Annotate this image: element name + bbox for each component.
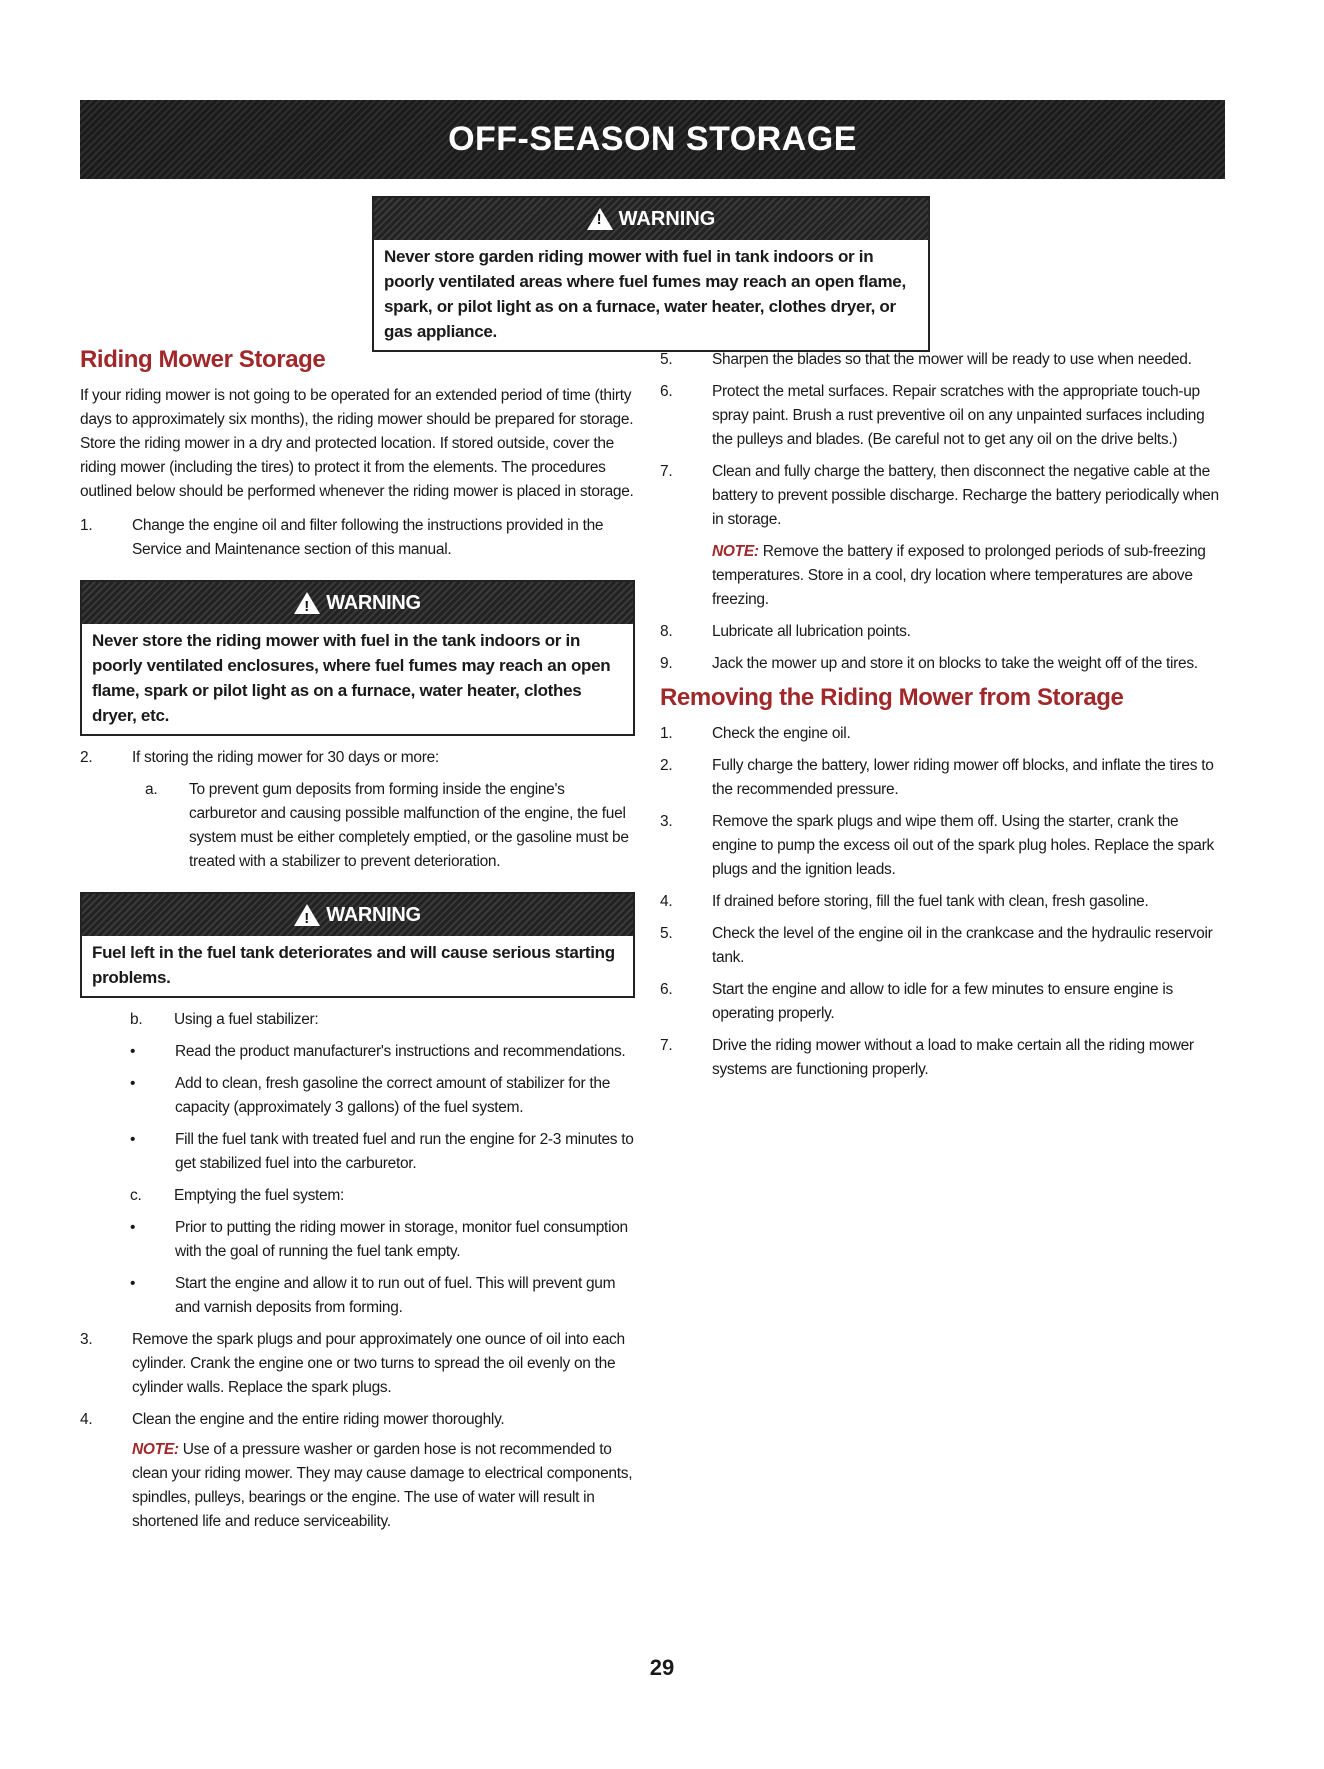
list-item: 7. Drive the riding mower without a load to make certain all the riding mower systems are functioning properly. xyxy=(660,1037,1194,1078)
warning-text: Fuel left in the fuel tank deteriorates and will cause serious starting problems. xyxy=(92,943,615,987)
bullet-icon: • xyxy=(130,1043,136,1060)
warning-header xyxy=(374,198,928,240)
right-column xyxy=(660,348,1220,1090)
list-item: 3. Remove the spark plugs and wipe them off. Using the starter, crank the engine to pump the excess oil out of the spark plug holes. Replace the spark plugs and the ignition leads. xyxy=(660,813,1214,878)
list-item: 1. Check the engine oil. xyxy=(660,725,851,742)
sub-list-item: a. To prevent gum deposits from forming inside the engine's carburetor and causing possible malfunction of the engine, the fuel system must be either completely emptied, or the gasoline must be treated with a stabilizer to prevent deterioration. xyxy=(145,781,629,870)
sub-list-item: c. Emptying the fuel system: xyxy=(130,1187,344,1204)
section-banner xyxy=(80,100,1225,179)
section-heading-removing: Removing the Riding Mower from Storage xyxy=(660,684,1124,711)
warning-triangle-icon xyxy=(587,208,613,230)
list-item: 2. If storing the riding mower for 30 days or more: xyxy=(80,749,439,766)
bullet-icon: • xyxy=(130,1219,136,1236)
list-item: 5. Check the level of the engine oil in the crankcase and the hydraulic reservoir tank. xyxy=(660,925,1213,966)
bullet-icon: • xyxy=(130,1075,136,1092)
warning-box-top xyxy=(372,196,930,352)
list-item: 2. Fully charge the battery, lower riding mower off blocks, and inflate the tires to the recommended pressure. xyxy=(660,757,1214,798)
bullet-icon: • xyxy=(130,1275,136,1292)
left-column xyxy=(80,348,635,1542)
bullet-item: • Prior to putting the riding mower in storage, monitor fuel consumption with the goal of running the fuel tank empty. xyxy=(130,1216,635,1264)
note-paragraph: NOTE: Remove the battery if exposed to prolonged periods of sub-freezing temperatures. Store in a cool, dry location where temperatures are above freezing. xyxy=(712,543,1206,608)
removal-steps-list xyxy=(660,722,1220,1082)
warning-header xyxy=(82,582,633,624)
warning-triangle-icon xyxy=(294,904,320,926)
section-heading-storage: Riding Mower Storage xyxy=(80,346,326,373)
warning-box-fuel-deteriorates xyxy=(80,892,635,998)
warning-text: Never store garden riding mower with fuel in tank indoors or in poorly ventilated areas where fuel fumes may reach an open flame, spark, or pilot light as on a furnace, water heater, clothes dryer, or gas appliance. xyxy=(384,247,906,341)
bullet-item: • Fill the fuel tank with treated fuel and run the engine for 2-3 minutes to get stabilized fuel into the carburetor. xyxy=(130,1128,635,1176)
note-paragraph: NOTE: Use of a pressure washer or garden hose is not recommended to clean your riding mower. They may cause damage to electrical components, spindles, pulleys, bearings or the engine. The use of water will result in shortened life and reduce serviceability. xyxy=(132,1441,633,1530)
page-number: 29 xyxy=(649,1655,675,1680)
sub-list-item: b. Using a fuel stabilizer: xyxy=(130,1011,319,1028)
warning-header xyxy=(82,894,633,936)
warning-box-fuel-storage xyxy=(80,580,635,736)
intro-paragraph: If your riding mower is not going to be operated for an extended period of time (thirty days to approximately six months), the riding mower should be prepared for storage. Store the riding mower in a dry and protected location. If stored outside, cover the riding mower (including the tires) to protect it from the elements. The procedures outlined below should be performed whenever the riding mower is placed in storage. xyxy=(80,387,634,500)
bullet-item: • Read the product manufacturer's instructions and recommendations. xyxy=(130,1040,635,1064)
page-title: OFF-SEASON STORAGE xyxy=(448,120,857,158)
list-item: 4. If drained before storing, fill the fuel tank with clean, fresh gasoline. xyxy=(660,893,1149,910)
bullet-item: • Add to clean, fresh gasoline the correct amount of stabilizer for the capacity (approximately 3 gallons) of the fuel system. xyxy=(130,1072,635,1120)
bullet-icon: • xyxy=(130,1131,136,1148)
list-item: 9. Jack the mower up and store it on blocks to take the weight off of the tires. xyxy=(660,655,1198,672)
warning-triangle-icon xyxy=(294,592,320,614)
list-item: 7. Clean and fully charge the battery, then disconnect the negative cable at the battery to prevent possible discharge. Recharge the battery periodically when in storage. xyxy=(660,463,1219,528)
warning-text: Never store the riding mower with fuel in the tank indoors or in poorly ventilated enclosures, where fuel fumes may reach an open flame, spark or pilot light as on a furnace, water heater, clothes dryer, etc. xyxy=(92,631,611,725)
list-item: 1. Change the engine oil and filter following the instructions provided in the Service and Maintenance section of this manual. xyxy=(80,517,604,558)
list-item: 6. Protect the metal surfaces. Repair scratches with the appropriate touch-up spray paint. Brush a rust preventive oil on any unpainted surfaces including the pulleys and blades. (Be careful not to get any oil on the drive belts.) xyxy=(660,383,1205,448)
list-item: 5. Sharpen the blades so that the mower will be ready to use when needed. xyxy=(660,351,1192,368)
warning-label: WARNING xyxy=(326,592,421,614)
list-item: 3. Remove the spark plugs and pour approximately one ounce of oil into each cylinder. Crank the engine one or two turns to spread the oil evenly on the cylinder walls. Replace the spark plugs. xyxy=(80,1331,625,1396)
warning-label: WARNING xyxy=(326,904,421,926)
list-item: 6. Start the engine and allow to idle for a few minutes to ensure engine is operating properly. xyxy=(660,981,1173,1022)
warning-label: WARNING xyxy=(618,207,716,230)
list-item: 8. Lubricate all lubrication points. xyxy=(660,623,911,640)
list-item: 4. Clean the engine and the entire riding mower thoroughly. xyxy=(80,1411,505,1428)
bullet-item: • Start the engine and allow it to run out of fuel. This will prevent gum and varnish deposits from forming. xyxy=(130,1272,635,1320)
